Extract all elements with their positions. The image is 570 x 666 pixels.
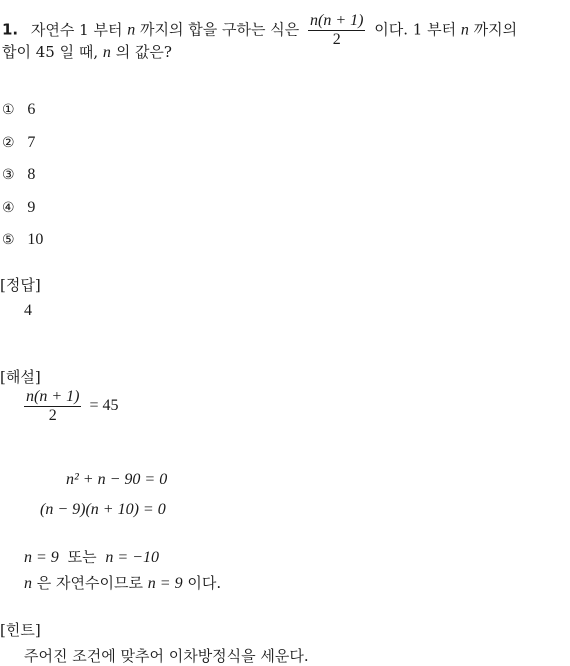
question-text-4: 까지의 [473,20,518,39]
option-5[interactable] [2,229,43,250]
formula-fraction [308,12,365,49]
equation-1-denominator: 2 [48,407,57,424]
question-number: 1. [2,20,19,39]
question-line-2 [2,42,172,63]
option-marker: ⑤ [2,232,15,248]
question-text-line2a: 합이 45 일 때, [2,43,99,61]
option-1[interactable] [2,99,35,120]
solutions-line [24,547,159,568]
equation-3 [40,500,166,520]
option-value: 9 [27,199,36,216]
solution-or: 또는 [67,548,97,566]
var-n: n [127,21,136,39]
option-marker: ③ [2,167,15,183]
var-n: n [102,44,111,61]
question-text-line2b: 의 값은? [115,43,172,61]
option-3[interactable] [2,164,35,185]
equation-2 [66,470,167,490]
conclusion-text: 은 자연수이므로 [36,574,143,592]
conclusion-var: n [24,575,32,592]
equation-1-rhs: = 45 [89,397,119,415]
hint-text: 주어진 조건에 맞추어 이차방정식을 세운다. [24,647,309,665]
option-marker: ② [2,135,15,151]
equation-1 [24,388,118,425]
question-text-2: 까지의 합을 구하는 식은 [140,20,300,39]
option-2[interactable] [2,132,35,153]
question-text-3: 이다. 1 부터 [374,20,457,39]
formula-numerator: n(n + 1) [310,12,364,29]
conclusion-end: 이다. [187,574,222,592]
equation-3-text: (n − 9)(n + 10) = 0 [40,501,166,518]
option-value: 7 [27,134,36,151]
answer-value: 4 [24,302,32,319]
option-marker: ① [2,102,15,118]
conclusion-line [24,573,221,594]
question-text-1: 자연수 1 부터 [30,20,123,39]
conclusion-eq: n = 9 [147,575,183,592]
option-4[interactable] [2,197,35,218]
option-value: 10 [27,231,44,248]
equation-1-numerator: n(n + 1) [26,388,80,405]
option-marker: ④ [2,200,15,216]
equation-2-text: n² + n − 90 = 0 [66,471,168,488]
solution-1: n = 9 [24,549,59,566]
hint-label: [힌트] [0,621,41,639]
equation-1-fraction [24,388,81,425]
option-value: 6 [27,101,36,118]
solution-2: n = −10 [105,549,159,566]
explanation-label: [해설] [0,368,41,386]
option-value: 8 [27,166,36,183]
formula-denominator: 2 [332,31,341,48]
var-n: n [460,21,469,39]
answer-label: [정답] [0,276,41,294]
